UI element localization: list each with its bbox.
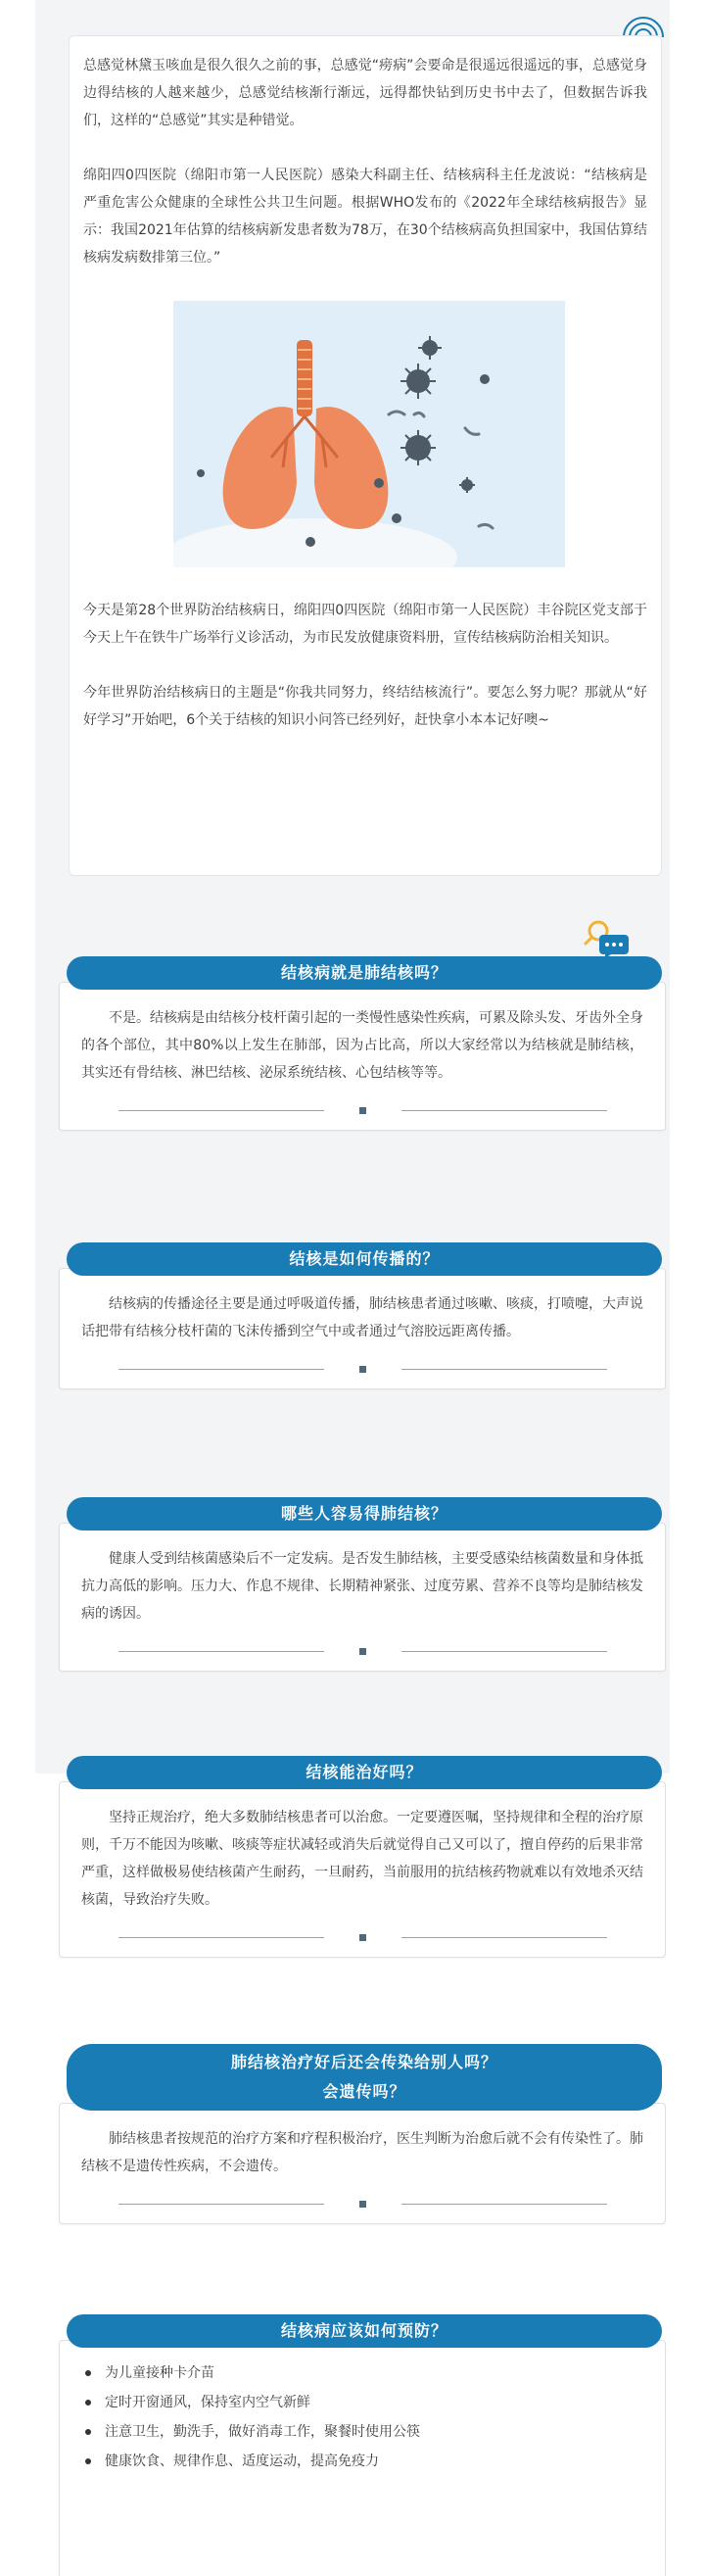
divider xyxy=(81,1363,643,1375)
section-body xyxy=(59,2340,666,2576)
divider xyxy=(81,1104,643,1116)
list-item: 健康饮食、规律作息、适度运动，提高免疫力 xyxy=(81,2447,643,2476)
intro-paragraph-3: 今天是第28个世界防治结核病日，绵阳四0四医院（绵阳市第一人民医院）丰谷院区党支部于今天上午在铁牛广场举行义诊活动，为市民发放健康资料册，宣传结核病防治相关知识。 xyxy=(83,603,647,646)
section-body xyxy=(59,2103,666,2224)
list-item: 为儿童接种卡介苗 xyxy=(81,2358,643,2388)
section-body xyxy=(59,1523,666,1672)
prevention-list xyxy=(81,2358,643,2476)
section-text: 健康人受到结核菌感染后不一定发病。是否发生肺结核，主要受感染结核菌数量和身体抵抗力高低的影响。压力大、作息不规律、长期精神紧张、过度劳累、营养不良等均是肺结核发病的诱因。 xyxy=(81,1551,643,1622)
intro-paragraph-4: 今年世界防治结核病日的主题是“你我共同努力，终结结核流行”。要怎么努力呢？那就从“好好学习”开始吧，6个关于结核的知识小问答已经列好，赶快拿小本本记好噢~ xyxy=(83,685,647,728)
qa-section-5 xyxy=(67,2044,662,2224)
arcs-icon xyxy=(620,8,667,37)
section-text: 不是。结核病是由结核分枝杆菌引起的一类慢性感染性疾病，可累及除头发、牙齿外全身的各个部位，其中80%以上发生在肺部，因为占比高，所以大家经常以为结核就是肺结核，其实还有骨结核、淋巴结核、泌尿系统结核、心包结核等等。 xyxy=(81,1010,643,1081)
section-title-line-2: 会遗传吗？ xyxy=(322,2082,406,2101)
divider xyxy=(81,1645,643,1657)
section-text: 肺结核患者按规范的治疗方案和疗程积极治疗，医生判断为治愈后就不会有传染性了。肺结核不是遗传性疾病，不会遗传。 xyxy=(81,2131,643,2174)
qa-section-3 xyxy=(67,1497,662,1672)
section-title: 结核能治好吗？ xyxy=(67,1756,662,1789)
section-title-line-1: 肺结核治疗好后还会传染给别人吗？ xyxy=(230,2053,497,2071)
list-item: 注意卫生，勤洗手，做好消毒工作，聚餐时使用公筷 xyxy=(81,2417,643,2447)
qa-section-2 xyxy=(67,1242,662,1389)
lungs-illustration xyxy=(173,301,565,567)
section-text: 结核病的传播途径主要是通过呼吸道传播，肺结核患者通过咳嗽、咳痰，打喷嚏，大声说话把带有结核分枝杆菌的飞沫传播到空气中或者通过气溶胶远距离传播。 xyxy=(81,1296,643,1339)
qa-section-1 xyxy=(67,956,662,1131)
divider xyxy=(81,2198,643,2210)
section-body xyxy=(59,1268,666,1389)
section-title: 结核是如何传播的？ xyxy=(67,1242,662,1276)
section-title: 结核病应该如何预防？ xyxy=(67,2314,662,2348)
intro-card xyxy=(69,35,662,876)
section-body xyxy=(59,1781,666,1958)
section-title xyxy=(67,2044,662,2111)
section-title: 结核病就是肺结核吗？ xyxy=(67,956,662,990)
chat-magnifier-icon xyxy=(584,919,633,958)
qa-section-4 xyxy=(67,1756,662,1958)
section-body xyxy=(59,982,666,1131)
qa-section-6 xyxy=(67,2314,662,2576)
divider xyxy=(81,1931,643,1943)
section-text: 坚持正规治疗，绝大多数肺结核患者可以治愈。一定要遵医嘱，坚持规律和全程的治疗原则，千万不能因为咳嗽、咳痰等症状减轻或消失后就觉得自己又可以了，擅自停药的后果非常严重，这样做极易使结核菌产生耐药，一旦耐药，当前服用的抗结核药物就难以有效地杀灭结核菌，导致治疗失败。 xyxy=(81,1810,643,1908)
intro-paragraph-1: 总感觉林黛玉咳血是很久很久之前的事，总感觉“痨病”会要命是很遥远很遥远的事，总感觉身边得结核的人越来越少，总感觉结核渐行渐远，远得都快钻到历史书中去了，但数据告诉我们，这样的“总感觉”其实是种错觉。 xyxy=(83,58,647,128)
list-item: 定时开窗通风，保持室内空气新鲜 xyxy=(81,2388,643,2417)
intro-paragraph-2: 绵阳四0四医院（绵阳市第一人民医院）感染大科副主任、结核病科主任龙波说：“结核病是严重危害公众健康的全球性公共卫生问题。根据WHO发布的《2022年全球结核病报告》显示：我国2021年估算的结核病新发患者数为78万，在30个结核病高负担国家中，我国估算结核病发病数排第三位。” xyxy=(83,168,647,266)
section-title: 哪些人容易得肺结核？ xyxy=(67,1497,662,1531)
